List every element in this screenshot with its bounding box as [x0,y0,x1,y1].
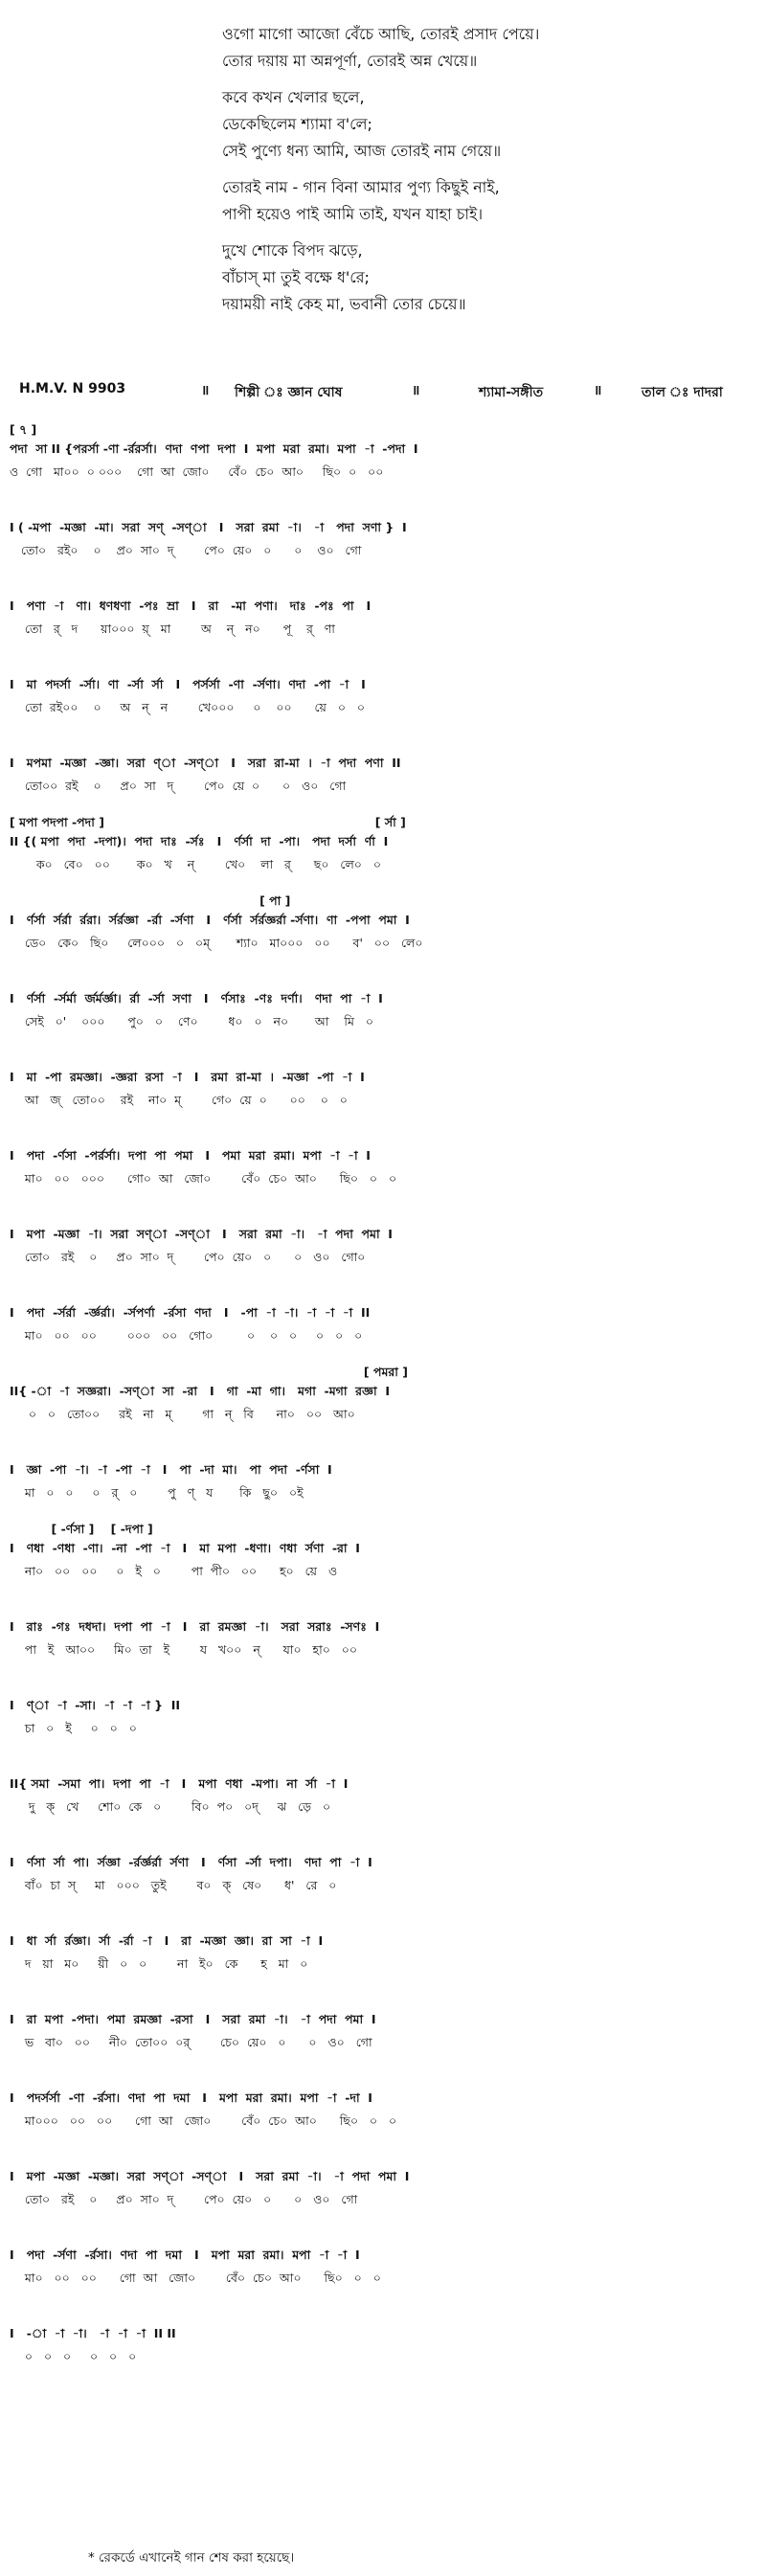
notation-row [10,2227,756,2306]
notation-row [10,1678,756,1756]
swara-line: I রাঃ -গঃ দধদা। দপা পা -া I রা রমজ্ঞা -া। সরা সরাঃ -সণঃ I [10,1619,380,1634]
swara-line: I ( -মপা -মজ্ঞা -মা। সরা সণ্ -সণ্া I সরা রমা -া। -া পদা সণা } I [10,520,407,534]
swara-line: I মপা -মজ্ঞা -মজ্ঞা। সরা সণ্া -সণ্া I সরা রমা -া। -া পদা পমা I [10,2169,410,2183]
notation-row [10,1050,756,1128]
syllable-line: ক০ বে০ ০০ ক০ খ ন্ খে০ লা র্ ছ০ লে০ ০ [10,857,381,871]
syllable-line: আ জ্ তো০০ রই না০ ম্ গে০ য়ে ০ ০০ ০ ০ [10,1093,348,1107]
syllable-line: চা ০ ই ০ ০ ০ [10,1721,137,1735]
swara-line: I মপমা -মজ্ঞা -জ্ঞা। সরা ণ্া -সণ্া I সরা রা-মা । -া পদা পণা II [10,756,401,770]
notation-rows [10,421,756,2384]
syllable-line: মা০ ০০ ০০ ০০০ ০০ গো০ ০ ০ ০ ০ ০ ০ [10,1328,363,1343]
swara-line: I পদা -র্সণা -র্রসা। ণদা পা দমা I মপা মরা রমা। মপা -া -া I [10,2248,360,2262]
notation-row [10,1207,756,1285]
notation-row [10,578,756,657]
lyrics-line: বাঁচাস্ মা তুই বক্ষে ধ'রে; [222,268,370,286]
notation-row [10,1128,756,1207]
syllable-line: ভ বা০ ০০ নী০ তো০০ ০র্ চে০ য়ে০ ০ ০ ও০ গো [10,2035,372,2049]
artist-name: শিল্পী ঃ জ্ঞান ঘোষ [235,385,343,400]
swara-line: I রা মপা -পদা। পমা রমজ্ঞা -রসা I সরা রমা -া। -া পদা পমা I [10,2012,376,2026]
lyrics-line: ওগো মাগো আজো বেঁচে আছি, তোরই প্রসাদ পেয়ে। [222,25,540,43]
syllable-line: মা ০ ০ ০ র্ ০ পু ণ্ য কি ছু০ ০ই [10,1485,304,1500]
lyrics-stanza-1 [222,21,539,75]
syllable-line: মা০০০ ০০ ০০ গো আ জো০ বেঁ০ চে০ আ০ ছি০ ০ ০ [10,2113,397,2128]
lyrics-line: দয়াময়ী নাই কেহ মা, ভবানী তোর চেয়ে॥ [222,295,466,313]
swara-line: II{ সমা -সমা পা। দপা পা -া I মপা ণধা -মপা। না র্সা -া I [10,1776,349,1791]
notation-row [10,971,756,1050]
notation-row [10,814,756,893]
swara-line: II {( মপা পদা -দপা)। পদা দাঃ -র্সঃ I র্ণর্সা দা -পা। পদা দর্সা র্ণা I [10,834,389,848]
syllable-line: মা০ ০০ ০০০ গো০ আ জো০ বেঁ০ চে০ আ০ ছি০ ০ ০ [10,1171,397,1186]
lyrics-block [222,21,539,328]
notation-row [10,2149,756,2227]
swara-line: I র্ণর্সা -র্সর্মা র্জর্মর্জ্ঞা। র্রা -র্সা সণা I র্ণসাঃ -ণঃ দর্ণা। ণদা পা -া I [10,991,383,1006]
syllable-line: পা ই আ০০ মি০ তা ই য খ০০ ন্ যা০ হা০ ০০ [10,1642,358,1657]
syllable-line: তো০ রই ০ প্র০ সা০ দ্ পে০ য়ে০ ০ ০ ও০ গো [10,2192,358,2206]
genre-label: শ্যামা-সঙ্গীত [479,385,544,400]
syllable-line: ০ ০ ০ ০ ০ ০ [10,2349,137,2363]
notation-marker: [ ৭ ] [10,422,37,437]
syllable-line: তো র্ দ য়া০০০ য়্ মা অ ন্ ন০ পূ র্ ণা [10,621,335,636]
notation-row [10,1442,756,1521]
swara-line: I পদা -র্সর্রা -র্জ্ঞর্রা। -র্সপর্ণা -র্রসা ণদা I -পা -া -া। -া -া -া II [10,1305,371,1320]
syllable-line: বাঁ০ চা স্ মা ০০০ তুই ব০ ক্ ষে০ ধ' রে ০ [10,1878,337,1892]
swara-line: I পণা -া ণা। ধণধণা -পঃ ম্রা I রা -মা পণা। দাঃ -পঃ পা I [10,599,372,613]
swara-line: পদা সা II {পরর্সা -ণা -র্ররর্সা। ণদা ণপা দপা I মপা মরা রমা। মপা -া -পদা I [10,441,418,456]
syllable-line: না০ ০০ ০০ ০ ই ০ পা পী০ ০০ হ০ য়ে ও [10,1564,338,1578]
notation-row [10,1835,756,1913]
lyrics-line: সেই পুণ্যে ধন্য আমি, আজ তোরই নাম গেয়ে॥ [222,142,502,160]
swara-line: I মা -পা রমজ্ঞা। -জ্ঞরা রসা -া I রমা রা-মা । -মজ্ঞা -পা -া I [10,1070,365,1084]
notation-marker: [ পা ] [10,893,291,908]
swara-line: I পদা -র্ণসা -পর্রর্সা। দপা পা পমা I পমা মরা রমা। মপা -া -া I [10,1148,371,1163]
swara-line: II{ -া -া সজ্ঞরা। -সণ্া সা -রা I গা -মা গা। মগা -মগা রজ্ঞা I [10,1384,390,1398]
syllable-line: ডে০ কে০ ছি০ লে০০০ ০ ০ম্ শ্যা০ মা০০০ ০০ ব' ০০ লে০ [10,936,423,950]
syllable-line: তো০ রই০ ০ প্র০ সা০ দ্ পে০ য়ে০ ০ ০ ও০ গো [10,543,362,557]
lyrics-line: ডেকেছিলেম শ্যামা ব'লে; [222,115,372,133]
notation-marker: [ মপা পদপা -পদা ] [ র্সা ] [10,815,406,829]
swara-line: I ণধা -ণধা -ণা। -না -পা -া I মা মপা -ধণা। ণধা র্সণা -রা I [10,1541,360,1555]
swara-line: I র্ণর্সা র্সর্রা র্ররা। র্সর্রজ্ঞা -র্রা -র্সণা I র্ণর্সা র্সর্রজ্ঞর্রা -র্সণা। ণা -পপা পমা I [10,913,410,927]
swara-line: I -া -া -া। -া -া -া II II [10,2326,176,2340]
notation-row [10,1992,756,2070]
lyrics-line: পাপী হয়েও পাই আমি তাই, যখন যাহা চাই। [222,205,484,223]
swara-line: I র্ণসা র্সা পা। র্সজ্ঞা -র্রর্জ্ঞর্রা র্সণা I র্ণসা -র্সা দপা। ণদা পা -া I [10,1855,372,1869]
lyrics-stanza-4 [222,237,539,318]
header-separator: ॥ [201,383,210,398]
swara-line: I জ্ঞা -পা -া। -া -পা -া I পা -দা মা। পা পদা -র্ণসা I [10,1462,332,1477]
notation-row [10,500,756,578]
header-separator: ॥ [412,383,420,398]
notation-row [10,893,756,971]
lyrics-stanza-2 [222,84,539,165]
swara-line: I পদর্সর্সা -ণা -র্রসা। ণদা পা দমা I মপা মরা রমা। মপা -া -দা I [10,2090,372,2105]
swara-line: I ধা র্সা র্রজ্ঞা। র্সা -র্রা -া I রা -মজ্ঞা জ্ঞা। রা সা -া I [10,1933,324,1948]
swara-line: I মা পদর্সা -র্সা। ণা -র্সা র্সা I পর্সর্সা -ণা -র্সণা। ণদা -পা -া I [10,677,366,691]
syllable-line: মা০ ০০ ০০ গো আ জো০ বেঁ০ চে০ আ০ ছি০ ০ ০ [10,2271,381,2285]
syllable-line: তো০ রই ০ প্র০ সা০ দ্ পে০ য়ে০ ০ ০ ও০ গো০ [10,1250,366,1264]
lyrics-stanza-3 [222,174,539,228]
notation-marker: [ -র্ণসা ] [ -দপা ] [10,1522,153,1536]
lyrics-line: তোরই নাম - গান বিনা আমার পুণ্য কিছুই নাই, [222,178,500,196]
syllable-line: দু ক্ খে শো০ কে ০ বি০ প০ ০দ্ ঝ ড়ে ০ [10,1799,331,1814]
swara-line: I ণ্া -া -সা। -া -া -া } II [10,1698,181,1712]
notation-row [10,2306,756,2384]
notation-row [10,1756,756,1835]
notation-row [10,1285,756,1364]
syllable-line: ০ ০ তো০০ রই না ম্ গা ন্ বি না০ ০০ আ০ [10,1407,355,1421]
lyrics-line: কবে কখন খেলার ছলে, [222,88,365,106]
notation-row [10,1364,756,1442]
record-number: H.M.V. N 9903 [19,381,126,396]
syllable-line: সেই ০' ০০০ পু০ ০ ণে০ ধ০ ০ ন০ আ মি ০ [10,1014,373,1028]
swara-line: I মপা -মজ্ঞা -া। সরা সণ্া -সণ্া I সরা রমা -া। -া পদা পমা I [10,1227,393,1241]
notation-row [10,1913,756,1992]
notation-marker: [ পমরা ] [10,1365,408,1379]
notation-row [10,1599,756,1678]
footnote: * রেকর্ডে এখানেই গান শেষ করা হয়েছে। [88,2549,295,2565]
notation-row [10,2070,756,2149]
syllable-line: তো০০ রই ০ প্র০ সা দ্ পে০ য়ে ০ ০ ও০ গো [10,779,347,793]
taal-label: তাল ঃ দাদরা [642,385,723,400]
syllable-line: তো রই০০ ০ অ ন্ ন খে০০০ ০ ০০ য়ে ০ ০ [10,700,365,714]
syllable-line: দ য়া ম০ য়ী ০ ০ না ই০ কে হ মা ০ [10,1956,308,1971]
notation-row [10,1521,756,1599]
lyrics-line: তোর দয়ায় মা অন্নপূর্ণা, তোরই অন্ন খেয়ে॥ [222,52,478,70]
notation-header [19,381,747,404]
notation-row [10,657,756,735]
lyrics-line: দুখে শোকে বিপদ ঝড়ে, [222,241,363,260]
header-separator: ॥ [594,383,602,398]
syllable-line: ও গো মা০০ ০ ০০০ গো আ জো০ বেঁ০ চে০ আ০ ছি০ ০ ০০ [10,464,384,479]
notation-row [10,421,756,500]
notation-row [10,735,756,814]
